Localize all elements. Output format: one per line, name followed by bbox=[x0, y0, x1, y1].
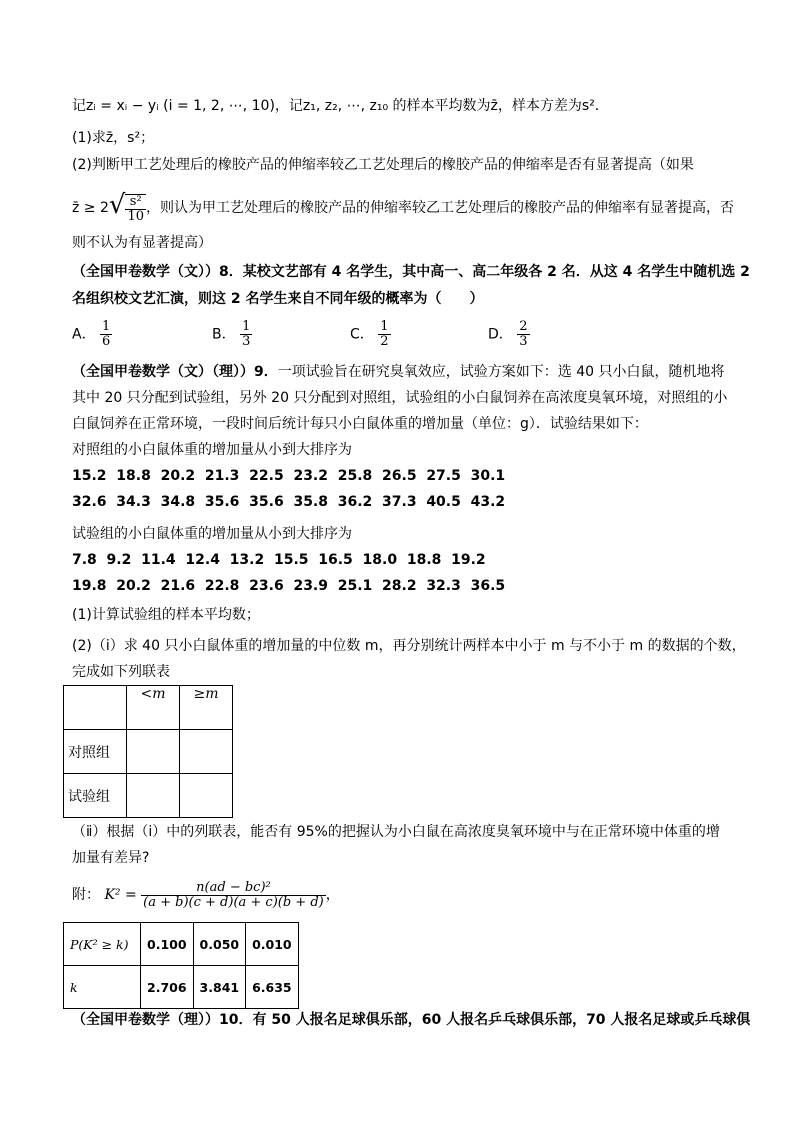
problem-9-number: 9． bbox=[254, 364, 278, 380]
ktable-row2-label: k bbox=[64, 966, 141, 1009]
table-cell[interactable] bbox=[127, 730, 180, 774]
problem-9-question-1: (1)计算试验组的样本平均数； bbox=[72, 607, 260, 623]
option-c-label: C． bbox=[350, 326, 374, 343]
problem-8-text-2: 名组织校文艺汇演，则这 2 名学生来自不同年级的概率为（ ） bbox=[72, 291, 484, 307]
table-corner-cell bbox=[64, 686, 127, 730]
problem-9-line-1 bbox=[72, 362, 724, 382]
problem-9-q2-ii-line-2: 加量有差异? bbox=[72, 850, 150, 866]
formula-denominator: (a + b)(c + d)(a + c)(b + d) bbox=[143, 894, 324, 910]
option-d-denominator: 3 bbox=[519, 334, 528, 349]
sqrt-denominator: 10 bbox=[127, 209, 145, 224]
sqrt-numerator: s² bbox=[125, 195, 146, 210]
formula-numerator: n(ad − bc)² bbox=[141, 881, 326, 896]
table-row bbox=[64, 923, 299, 966]
question-2-line-2-suffix: ，则认为甲工艺处理后的橡胶产品的伸缩率较乙工艺处理后的橡胶产品的伸缩率有显著提高，否 bbox=[146, 200, 735, 216]
control-group-row-1: 15.2 18.8 20.2 21.3 22.5 23.2 25.8 26.5 27.5 30.1 bbox=[72, 468, 506, 484]
problem-10-source: （全国甲卷数学（理）） bbox=[72, 1012, 219, 1028]
option-b bbox=[212, 320, 252, 349]
problem-8-line-1 bbox=[72, 262, 750, 282]
formula-tail: ， bbox=[325, 887, 340, 903]
option-d bbox=[488, 320, 530, 349]
option-a-numerator: 1 bbox=[102, 319, 111, 334]
table-row-label-control: 对照组 bbox=[64, 730, 127, 774]
problem-10-text-1: 有 50 人报名足球俱乐部，60 人报名乒乓球俱乐部，70 人报名足球或乒乓球俱 bbox=[252, 1012, 751, 1028]
problem-9-text-3: 白鼠饲养在正常环境，一段时间后统计每只小白鼠体重的增加量（单位：g）．试验结果如下： bbox=[72, 416, 648, 432]
table-row bbox=[64, 774, 233, 818]
ktable-cell: 0.050 bbox=[193, 923, 246, 966]
table-header-ge-m: ≥m bbox=[180, 686, 233, 730]
ktable-cell: 0.100 bbox=[141, 923, 194, 966]
intro-line-1: 记zᵢ = xᵢ − yᵢ (i = 1, 2, ⋯, 10)，记z₁, z₂, ⋯, z₁₀ 的样本平均数为z̄，样本方差为s²． bbox=[72, 98, 609, 114]
test-group-row-1: 7.8 9.2 11.4 12.4 13.2 15.5 16.5 18.0 18.8 19.2 bbox=[72, 552, 486, 568]
formula-lhs: K² = bbox=[104, 887, 137, 903]
problem-8-text-1: 某校文艺部有 4 名学生，其中高一、高二年级各 2 名．从这 4 名学生中随机选 2 bbox=[242, 264, 750, 280]
table-header-less-than-m: <m bbox=[127, 686, 180, 730]
ktable-cell: 2.706 bbox=[141, 966, 194, 1009]
question-1: (1)求z̄，s²； bbox=[72, 130, 155, 146]
table-row bbox=[64, 730, 233, 774]
table-cell[interactable] bbox=[127, 774, 180, 818]
problem-9-question-2-line-1: (2)（ⅰ）求 40 只小白鼠体重的增加量的中位数 m，再分别统计两样本中小于 m 与不小于 m 的数据的个数， bbox=[72, 638, 746, 654]
ktable-row1-label: P(K² ≥ k) bbox=[64, 923, 141, 966]
table-row-label-test: 试验组 bbox=[64, 774, 127, 818]
option-a-denominator: 6 bbox=[102, 334, 111, 349]
option-b-numerator: 1 bbox=[242, 319, 251, 334]
problem-9-question-2-line-2: 完成如下列联表 bbox=[72, 664, 170, 680]
option-d-numerator: 2 bbox=[519, 319, 528, 334]
control-group-title: 对照组的小白鼠体重的增加量从小到大排序为 bbox=[72, 442, 352, 458]
ktable-cell: 0.010 bbox=[246, 923, 299, 966]
question-2-line-2 bbox=[72, 192, 734, 224]
problem-8-number: 8． bbox=[219, 264, 243, 280]
appendix-formula bbox=[72, 880, 340, 910]
inequality-prefix: z̄ ≥ 2 bbox=[72, 200, 109, 216]
control-group-row-2: 32.6 34.3 34.8 35.6 35.6 35.8 36.2 37.3 40.5 43.2 bbox=[72, 494, 506, 510]
problem-9-text-1: 一项试验旨在研究臭氧效应，试验方案如下：选 40 只小白鼠，随机地将 bbox=[277, 364, 725, 380]
option-a-label: A． bbox=[72, 326, 96, 343]
option-d-label: D． bbox=[488, 326, 513, 343]
option-b-label: B． bbox=[212, 326, 236, 343]
problem-8-source: （全国甲卷数学（文）） bbox=[72, 264, 219, 280]
ktable-cell: 6.635 bbox=[246, 966, 299, 1009]
problem-9-source: （全国甲卷数学（文）（理）） bbox=[72, 364, 254, 380]
option-c bbox=[350, 320, 391, 349]
sqrt-expression: √ $\frac{\text{s²}}{10}$ bbox=[108, 190, 145, 224]
option-b-denominator: 3 bbox=[242, 334, 251, 349]
test-group-title: 试验组的小白鼠体重的增加量从小到大排序为 bbox=[72, 526, 352, 542]
problem-9-text-2: 其中 20 只分配到试验组，另外 20 只分配到对照组，试验组的小白鼠饲养在高浓度臭氧环境，对照组的小 bbox=[72, 390, 728, 406]
problem-10-number: 10． bbox=[219, 1012, 253, 1028]
contingency-table bbox=[63, 685, 233, 818]
test-group-row-2: 19.8 20.2 21.6 22.8 23.6 23.9 25.1 28.2 32.3 36.5 bbox=[72, 578, 506, 594]
question-2-line-3: 则不认为有显著提高） bbox=[72, 235, 212, 251]
option-a bbox=[72, 320, 112, 349]
table-row bbox=[64, 966, 299, 1009]
critical-value-table bbox=[63, 922, 299, 1009]
ktable-cell: 3.841 bbox=[193, 966, 246, 1009]
table-cell[interactable] bbox=[180, 774, 233, 818]
option-c-numerator: 1 bbox=[380, 319, 389, 334]
problem-9-q2-ii-line-1: （ⅱ）根据（ⅰ）中的列联表，能否有 95%的把握认为小白鼠在高浓度臭氧环境中与在正常环境中体重的增 bbox=[72, 824, 720, 840]
table-cell[interactable] bbox=[180, 730, 233, 774]
problem-10-line-1 bbox=[72, 1010, 750, 1030]
table-row bbox=[64, 686, 233, 730]
option-c-denominator: 2 bbox=[380, 334, 389, 349]
question-2-line-1: (2)判断甲工艺处理后的橡胶产品的伸缩率较乙工艺处理后的橡胶产品的伸缩率是否有显著提高（如果 bbox=[72, 157, 694, 173]
appendix-label: 附： bbox=[72, 887, 100, 903]
